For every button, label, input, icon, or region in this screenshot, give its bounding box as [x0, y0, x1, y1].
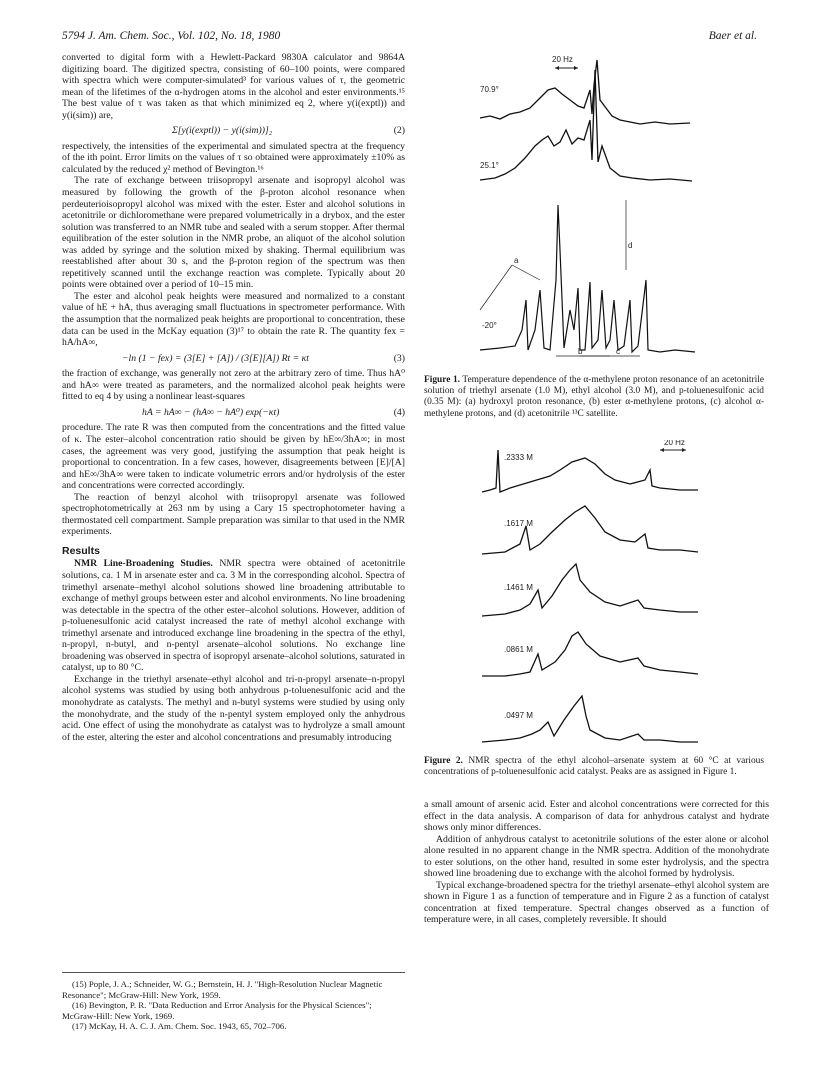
concentration-label: .1617 M	[504, 519, 533, 528]
caption-label: Figure 2.	[424, 756, 463, 766]
caption-text: Temperature dependence of the α-methylene proton resonance of an acetonitrile solution of triethyl arsenate (1.0 M), ethyl alcohol (3.0 M), and p-toluenesulfonic acid (0.35 M): (a) hydroxyl proton resonance, (b) ester α-methylene protons, (c) alcohol α-methylene protons, and (d) acetonitrile ¹³C satellite.	[424, 375, 764, 419]
equation-text: Σ[y(i(exptl)) − y(i(sim))]₂	[172, 125, 273, 137]
right-column	[424, 799, 769, 926]
paragraph: The reaction of benzyl alcohol with triisopropyl arsenate was followed spectrophotometrically at 263 nm by using a Cary 15 spectrophotometer having a thermostated cell compartment. Sample preparation was similar to that used in the NMR experiments.	[62, 491, 406, 538]
paragraph: Exchange in the triethyl arsenate–ethyl alcohol and tri-n-propyl arsenate–n-propyl alcohol systems was studied by using both anhydrous p-toluenesulfonic acid and the monohydrate as catalysts. The methyl and n-butyl systems were studied by using only the monohydrate, and the study of the n-pentyl system employed only the anhydrous acid. One effect of using the monohydrate as catalyst was to hydrolyze a small amount of the ester, altering the ester and alcohol concentrations and presumably introducing	[62, 673, 405, 743]
footnote: (17) McKay, H. A. C. J. Am. Chem. Soc. 1943, 65, 702–706.	[72, 1021, 287, 1032]
spectrum-trace	[480, 70, 692, 181]
running-header-right: Baer et al.	[708, 30, 757, 42]
peak-label-d: d	[628, 241, 633, 250]
figure-1-caption	[424, 375, 764, 420]
scale-bar	[552, 55, 578, 70]
temp-label: -20°	[482, 321, 497, 330]
footnote: (16) Bevington, P. R. "Data Reduction and Error Analysis for the Physical Sciences"; McGraw-Hill: New York, 1969.	[62, 1000, 372, 1021]
equation-number: (2)	[393, 125, 405, 137]
spectrum-trace	[480, 60, 690, 124]
spectrum-trace	[482, 506, 698, 554]
caption-text: NMR spectra of the ethyl alcohol–arsenate system at 60 °C at various concentrations of p-toluenesulfonic acid catalyst. Peaks are as assigned in Figure 1.	[424, 756, 764, 778]
concentration-label: .0497 M	[504, 711, 533, 720]
section-heading: Results	[62, 544, 100, 557]
paragraph: converted to digital form with a Hewlett-Packard 9830A calculator and 9864A digitizing board. The digitized spectra, consisting of 60–100 points, were compared with spectra which were computer-simulated³ for various values of τ, the geometric mean of the lifetimes of the α-hydrogen atoms in the alcohol and ester environments.¹⁵ The best value of τ was taken as that which minimized eq 2, where y(i(exptl)) and y(i(sim)) are,	[62, 52, 405, 121]
scale-label: 20 Hz	[664, 440, 685, 447]
equation-4	[62, 407, 405, 419]
caption-label: Figure 1.	[424, 375, 460, 385]
spectrum-trace	[482, 632, 698, 676]
equation-text: −ln (1 − fex) = (3[E] + [A]) / (3[E][A]) Rt = κt	[122, 352, 309, 364]
paragraph-text: NMR spectra were obtained of acetonitrile solutions, ca. 1 M in arsenate ester and ca. 3 M in the corresponding alcohol. Spectra of trimethyl arsenate–methyl alcohol solutions showed line broadening attributable to exchange of methyl groups between ester and alcohol environments. No line broadening was detectable in the spectra of the other ester–alcohol solutions. However, addition of p-toluenesulfonic acid catalyst increased the rate of methyl alcohol exchange with trimethyl arsenate and introduced exchange line broadening in the spectra of the ethyl, n-propyl, n-butyl, and n-pentyl arsenate–alcohol solutions. No exchange line broadening was observed in spectra of isopropyl arsenate–alcohol solutions, saturated in catalyst, up to 80 °C.	[62, 558, 405, 674]
paragraph: respectively, the intensities of the experimental and simulated spectra at the frequency of the ith point. Error limits on the values of τ so obtained were approximately ±10% as calculated by the reduced χ² method of Bevington.¹⁶	[62, 140, 405, 175]
paragraph: The rate of exchange between triisopropyl arsenate and isopropyl alcohol was measured by following the growth of the β-proton alcohol resonance when perdeuterioisopropyl alcohol was mixed with the ester. Ester and alcohol solutions in acetonitrile or dichloromethane were prepared volumetrically in a drybox, and the ester solution was transferred to an NMR tube and sealed with a serum stopper. After thermal equilibration of the ester solution in the NMR probe, an aliquot of the alcohol solution was added by syringe and the solution mixed by shaking. Thermal equilibrium was reestablished after about 30 s, and the β-proton region of the spectrum was then repetitively scanned until the exchange reaction was complete. Typically about 20 points were obtained over a period of 10–15 min.	[62, 175, 405, 291]
spectrum-trace	[480, 205, 695, 352]
paragraph: The ester and alcohol peak heights were measured and normalized to a constant value of hE + hA, thus averaging small fluctuations in spectrometer performance. With the assumption that the normalized peak heights are proportional to concentration, these data can be used in the McKay equation (3)¹⁷ to obtain the rate R. The quantity fex = hA/hA∞,	[62, 290, 405, 349]
equation-number: (4)	[393, 406, 405, 418]
concentration-label: .0861 M	[504, 645, 533, 654]
peak-label-c: c	[616, 347, 620, 356]
temp-label: 70.9°	[480, 85, 499, 94]
paragraph: the fraction of exchange, was generally not zero at the arbitrary zero of time. Thus hA⁰ and hA∞ were treated as parameters, and the normalized alcohol peak heights were fitted to eq 4 by using a nonlinear least-squares	[62, 368, 405, 403]
paragraph: procedure. The rate R was then computed from the concentrations and the fitted value of κ. The ester–alcohol concentration ratio should be given by hE∞/3hA∞; in most cases, the agreement was very good, justifying the assumption that peak height is proportional to concentration. In a few cases, however, disagreements between [E]/[A] and hE∞/3hA∞ were taken to indicate volumetric errors and/or hydrolysis of the ester and concentrations were corrected accordingly.	[62, 422, 405, 492]
scale-label: 20 Hz	[552, 55, 573, 64]
figure-1-spectra	[460, 50, 760, 370]
left-column	[62, 52, 405, 743]
concentration-label: .1461 M	[504, 583, 533, 592]
figure-2-spectra	[460, 440, 760, 750]
scale-bar	[660, 440, 686, 452]
peak-label-b: b	[578, 347, 583, 356]
equation-number: (3)	[393, 352, 405, 364]
paragraph	[62, 558, 405, 673]
temp-label: 25.1°	[480, 161, 499, 170]
footnote: (15) Pople, J. A.; Schneider, W. G.; Bernstein, H. J. "High-Resolution Nuclear Magnetic Resonance"; McGraw-Hill: New York, 1959.	[62, 979, 383, 1000]
footnotes	[62, 972, 405, 1032]
equation-2	[62, 125, 405, 137]
concentration-label: .2333 M	[504, 453, 533, 462]
figure-2-caption	[424, 756, 764, 778]
peak-label-a: a	[514, 256, 519, 265]
running-header-left: 5794 J. Am. Chem. Soc., Vol. 102, No. 18, 1980	[62, 30, 281, 42]
paragraph: Typical exchange-broadened spectra for the triethyl arsenate–ethyl alcohol system are shown in Figure 1 as a function of temperature and in Figure 2 as a function of catalyst concentration at fixed temperature. Spectral changes observed as a function of temperature were, in all cases, completely reversible. It should	[424, 879, 769, 926]
equation-text: hA = hA∞ − (hA∞ − hA⁰) exp(−κt)	[142, 406, 280, 418]
equation-3	[62, 353, 405, 365]
paragraph: a small amount of arsenic acid. Ester and alcohol concentrations were corrected for this effect in the data analysis. A comparison of data for anhydrous catalyst and hydrate shows only minor differences.	[424, 799, 769, 834]
paragraph: Addition of anhydrous catalyst to acetonitrile solutions of the ester alone or alcohol alone resulted in no apparent change in the NMR spectra. Addition of the monohydrate to ester solutions, on the other hand, resulted in some ester hydrolysis, and the spectra showed line broadening due to exchange with the alcohol formed by hydrolysis.	[424, 833, 769, 880]
subsection-heading: NMR Line-Broadening Studies.	[74, 558, 213, 570]
